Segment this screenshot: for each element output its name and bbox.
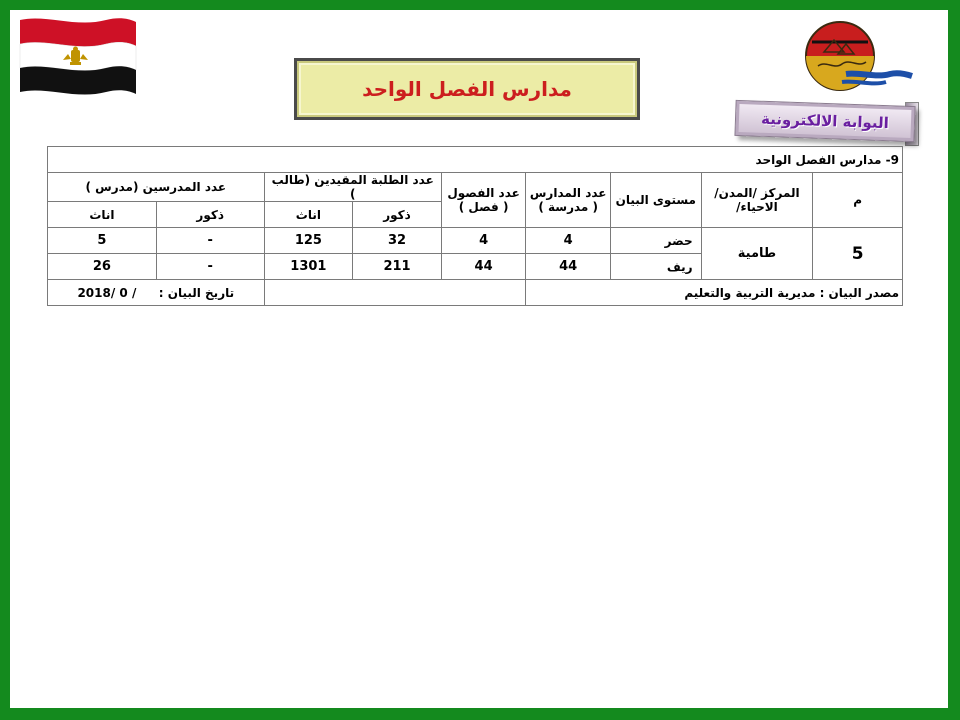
header-center: المركز /المدن/الاحياء/ [701, 173, 813, 228]
cell-index: 5 [813, 228, 903, 280]
table-caption-row [48, 147, 903, 173]
header-schools: عدد المدارس ( مدرسة ) [526, 173, 611, 228]
header-students-females: اناث [264, 202, 353, 228]
header-teachers-females: اناث [48, 202, 157, 228]
data-table-wrapper [47, 146, 903, 306]
source-note: مصدر البيان : مديرية التربية والتعليم [526, 280, 903, 306]
governorate-logo-icon [786, 12, 916, 104]
date-label: تاريخ البيان : [158, 285, 235, 300]
cell-classes: 44 [441, 254, 526, 280]
header-students: عدد الطلبة المقيدين (طالب ) [264, 173, 441, 202]
cell-schools: 44 [526, 254, 611, 280]
egypt-flag-icon [16, 14, 138, 100]
data-table [47, 146, 903, 306]
footer-blank-cell [264, 280, 526, 306]
table-footer-row [48, 280, 903, 306]
cell-classes: 4 [441, 228, 526, 254]
cell-teachers-females: 5 [48, 228, 157, 254]
title-box [294, 58, 640, 120]
cell-students-males: 32 [353, 228, 442, 254]
page [10, 10, 948, 708]
table-header-row [48, 173, 903, 202]
cell-teachers-males: - [156, 254, 264, 280]
portal-banner[interactable] [734, 100, 915, 142]
header-index: م [813, 173, 903, 228]
date-value: / 0 /2018 [77, 285, 137, 300]
header-level: مستوى البيان [610, 173, 701, 228]
cell-teachers-males: - [156, 228, 264, 254]
header-students-males: ذكور [353, 202, 442, 228]
cell-center: طامية [701, 228, 813, 280]
cell-level: حضر [610, 228, 701, 254]
date-note [48, 280, 265, 306]
header-teachers: عدد المدرسين (مدرس ) [48, 173, 265, 202]
cell-level: ريف [610, 254, 701, 280]
cell-students-females: 125 [264, 228, 353, 254]
cell-students-females: 1301 [264, 254, 353, 280]
page-title: مدارس الفصل الواحد [362, 77, 572, 101]
table-row [48, 228, 903, 254]
cell-schools: 4 [526, 228, 611, 254]
cell-students-males: 211 [353, 254, 442, 280]
header-teachers-males: ذكور [156, 202, 264, 228]
portal-label: البوابة الالكترونية [760, 109, 890, 133]
table-caption: 9- مدارس الفصل الواحد [48, 147, 903, 173]
header-classes: عدد الفصول ( فصل ) [441, 173, 526, 228]
cell-teachers-females: 26 [48, 254, 157, 280]
